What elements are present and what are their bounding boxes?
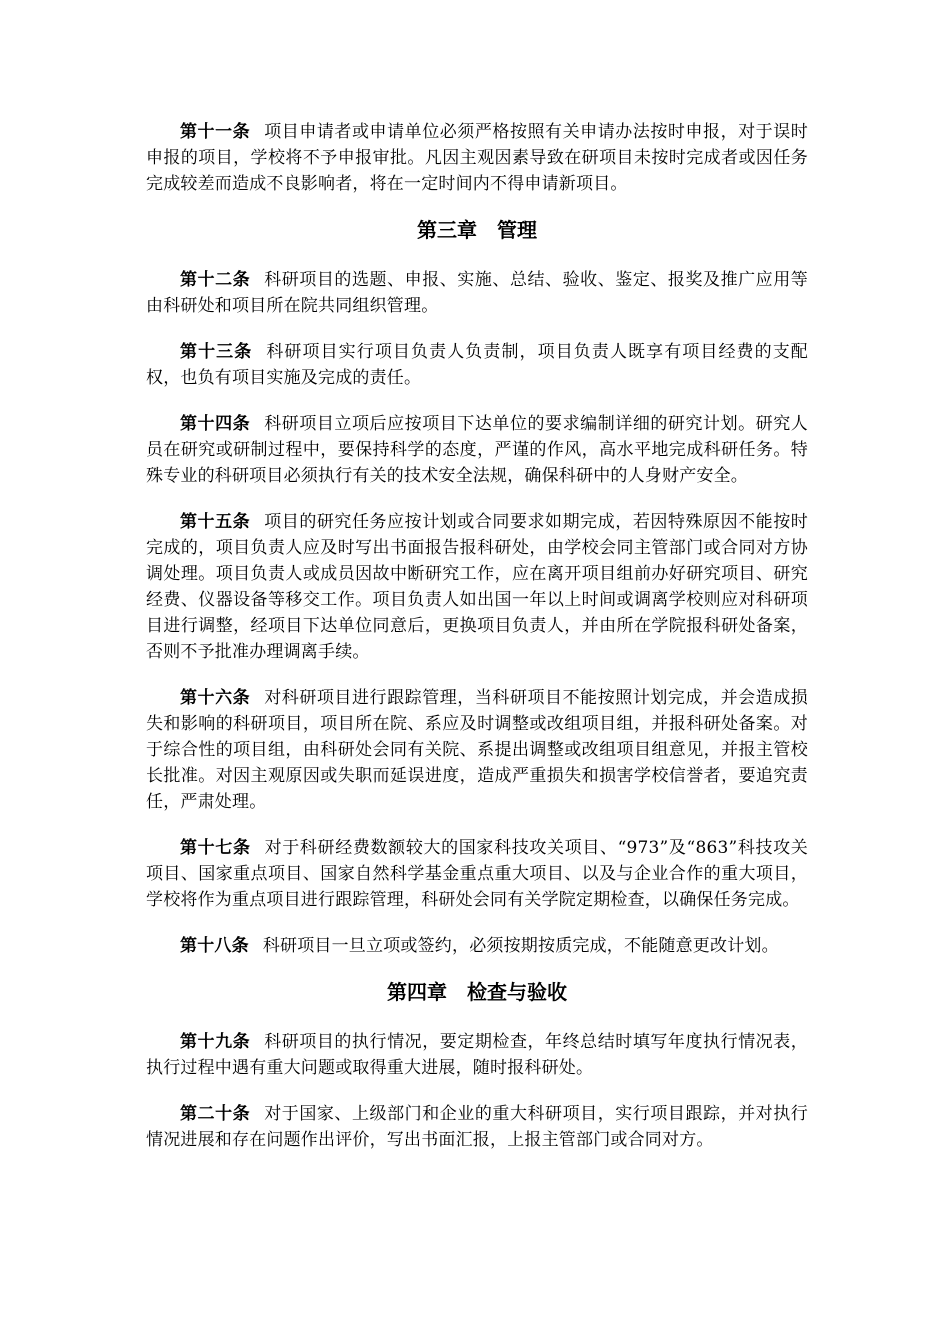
article-18 xyxy=(146,933,808,959)
article-number: 第十一条 xyxy=(180,122,251,142)
chapter-heading-4: 第四章 检查与验收 xyxy=(387,980,567,1004)
article-number: 第十二条 xyxy=(180,270,251,290)
article-14 xyxy=(146,411,808,489)
article-text: 科研项目立项后应按项目下达单位的要求编制详细的研究计划。研究人员在研究或研制过程中，要保持科学的态度，严谨的作风，高水平地完成科研任务。特殊专业的科研项目必须执行有关的技术安全法规，确保科研中的人身财产安全。 xyxy=(146,414,808,486)
article-15 xyxy=(146,509,808,665)
article-number: 第十六条 xyxy=(180,688,251,708)
document-page xyxy=(146,119,808,1173)
article-number: 第十四条 xyxy=(180,414,251,434)
article-12 xyxy=(146,267,808,319)
article-text: 科研项目实行项目负责人负责制，项目负责人既享有项目经费的支配权，也负有项目实施及完成的责任。 xyxy=(146,342,808,388)
article-number: 第二十条 xyxy=(180,1104,251,1124)
article-text: 科研项目的执行情况，要定期检查，年终总结时填写年度执行情况表，执行过程中遇有重大问题或取得重大进展，随时报科研处。 xyxy=(146,1032,808,1078)
article-11 xyxy=(146,119,808,197)
article-number: 第十九条 xyxy=(180,1032,251,1052)
article-number: 第十七条 xyxy=(180,838,251,858)
article-16 xyxy=(146,685,808,815)
article-20 xyxy=(146,1101,808,1153)
article-text: 对于科研经费数额较大的国家科技攻关项目、“973”及“863”科技攻关项目、国家重点项目、国家自然科学基金重点重大项目、以及与企业合作的重大项目，学校将作为重点项目进行跟踪管理，科研处会同有关学院定期检查，以确保任务完成。 xyxy=(146,838,808,910)
article-19 xyxy=(146,1029,808,1081)
article-number: 第十八条 xyxy=(180,936,249,956)
chapter-heading-3: 第三章 管理 xyxy=(417,218,537,242)
article-13 xyxy=(146,339,808,391)
article-text: 项目申请者或申请单位必须严格按照有关申请办法按时申报，对于误时申报的项目，学校将不予申报审批。凡因主观因素导致在研项目未按时完成者或因任务完成较差而造成不良影响者，将在一定时间内不得申请新项目。 xyxy=(146,122,808,194)
article-text: 对于国家、上级部门和企业的重大科研项目，实行项目跟踪，并对执行情况进展和存在问题作出评价，写出书面汇报，上报主管部门或合同对方。 xyxy=(146,1104,808,1150)
article-text: 对科研项目进行跟踪管理，当科研项目不能按照计划完成，并会造成损失和影响的科研项目，项目所在院、系应及时调整或改组项目组，并报科研处备案。对于综合性的项目组，由科研处会同有关院、系提出调整或改组项目组意见，并报主管校长批准。对因主观原因或失职而延误进度，造成严重损失和损害学校信誉者，要追究责任，严肃处理。 xyxy=(146,688,808,812)
article-number: 第十三条 xyxy=(180,342,253,362)
article-number: 第十五条 xyxy=(180,512,251,532)
article-text: 项目的研究任务应按计划或合同要求如期完成，若因特殊原因不能按时完成的，项目负责人应及时写出书面报告报科研处，由学校会同主管部门或合同对方协调处理。项目负责人或成员因故中断研究工作，应在离开项目组前办好研究项目、研究经费、仪器设备等移交工作。项目负责人如出国一年以上时间或调离学校则应对科研项目进行调整，经项目下达单位同意后，更换项目负责人，并由所在学院报科研处备案，否则不予批准办理调离手续。 xyxy=(146,512,808,662)
article-text: 科研项目一旦立项或签约，必须按期按质完成，不能随意更改计划。 xyxy=(262,936,779,956)
article-text: 科研项目的选题、申报、实施、总结、验收、鉴定、报奖及推广应用等由科研处和项目所在院共同组织管理。 xyxy=(146,270,808,316)
article-17 xyxy=(146,835,808,913)
